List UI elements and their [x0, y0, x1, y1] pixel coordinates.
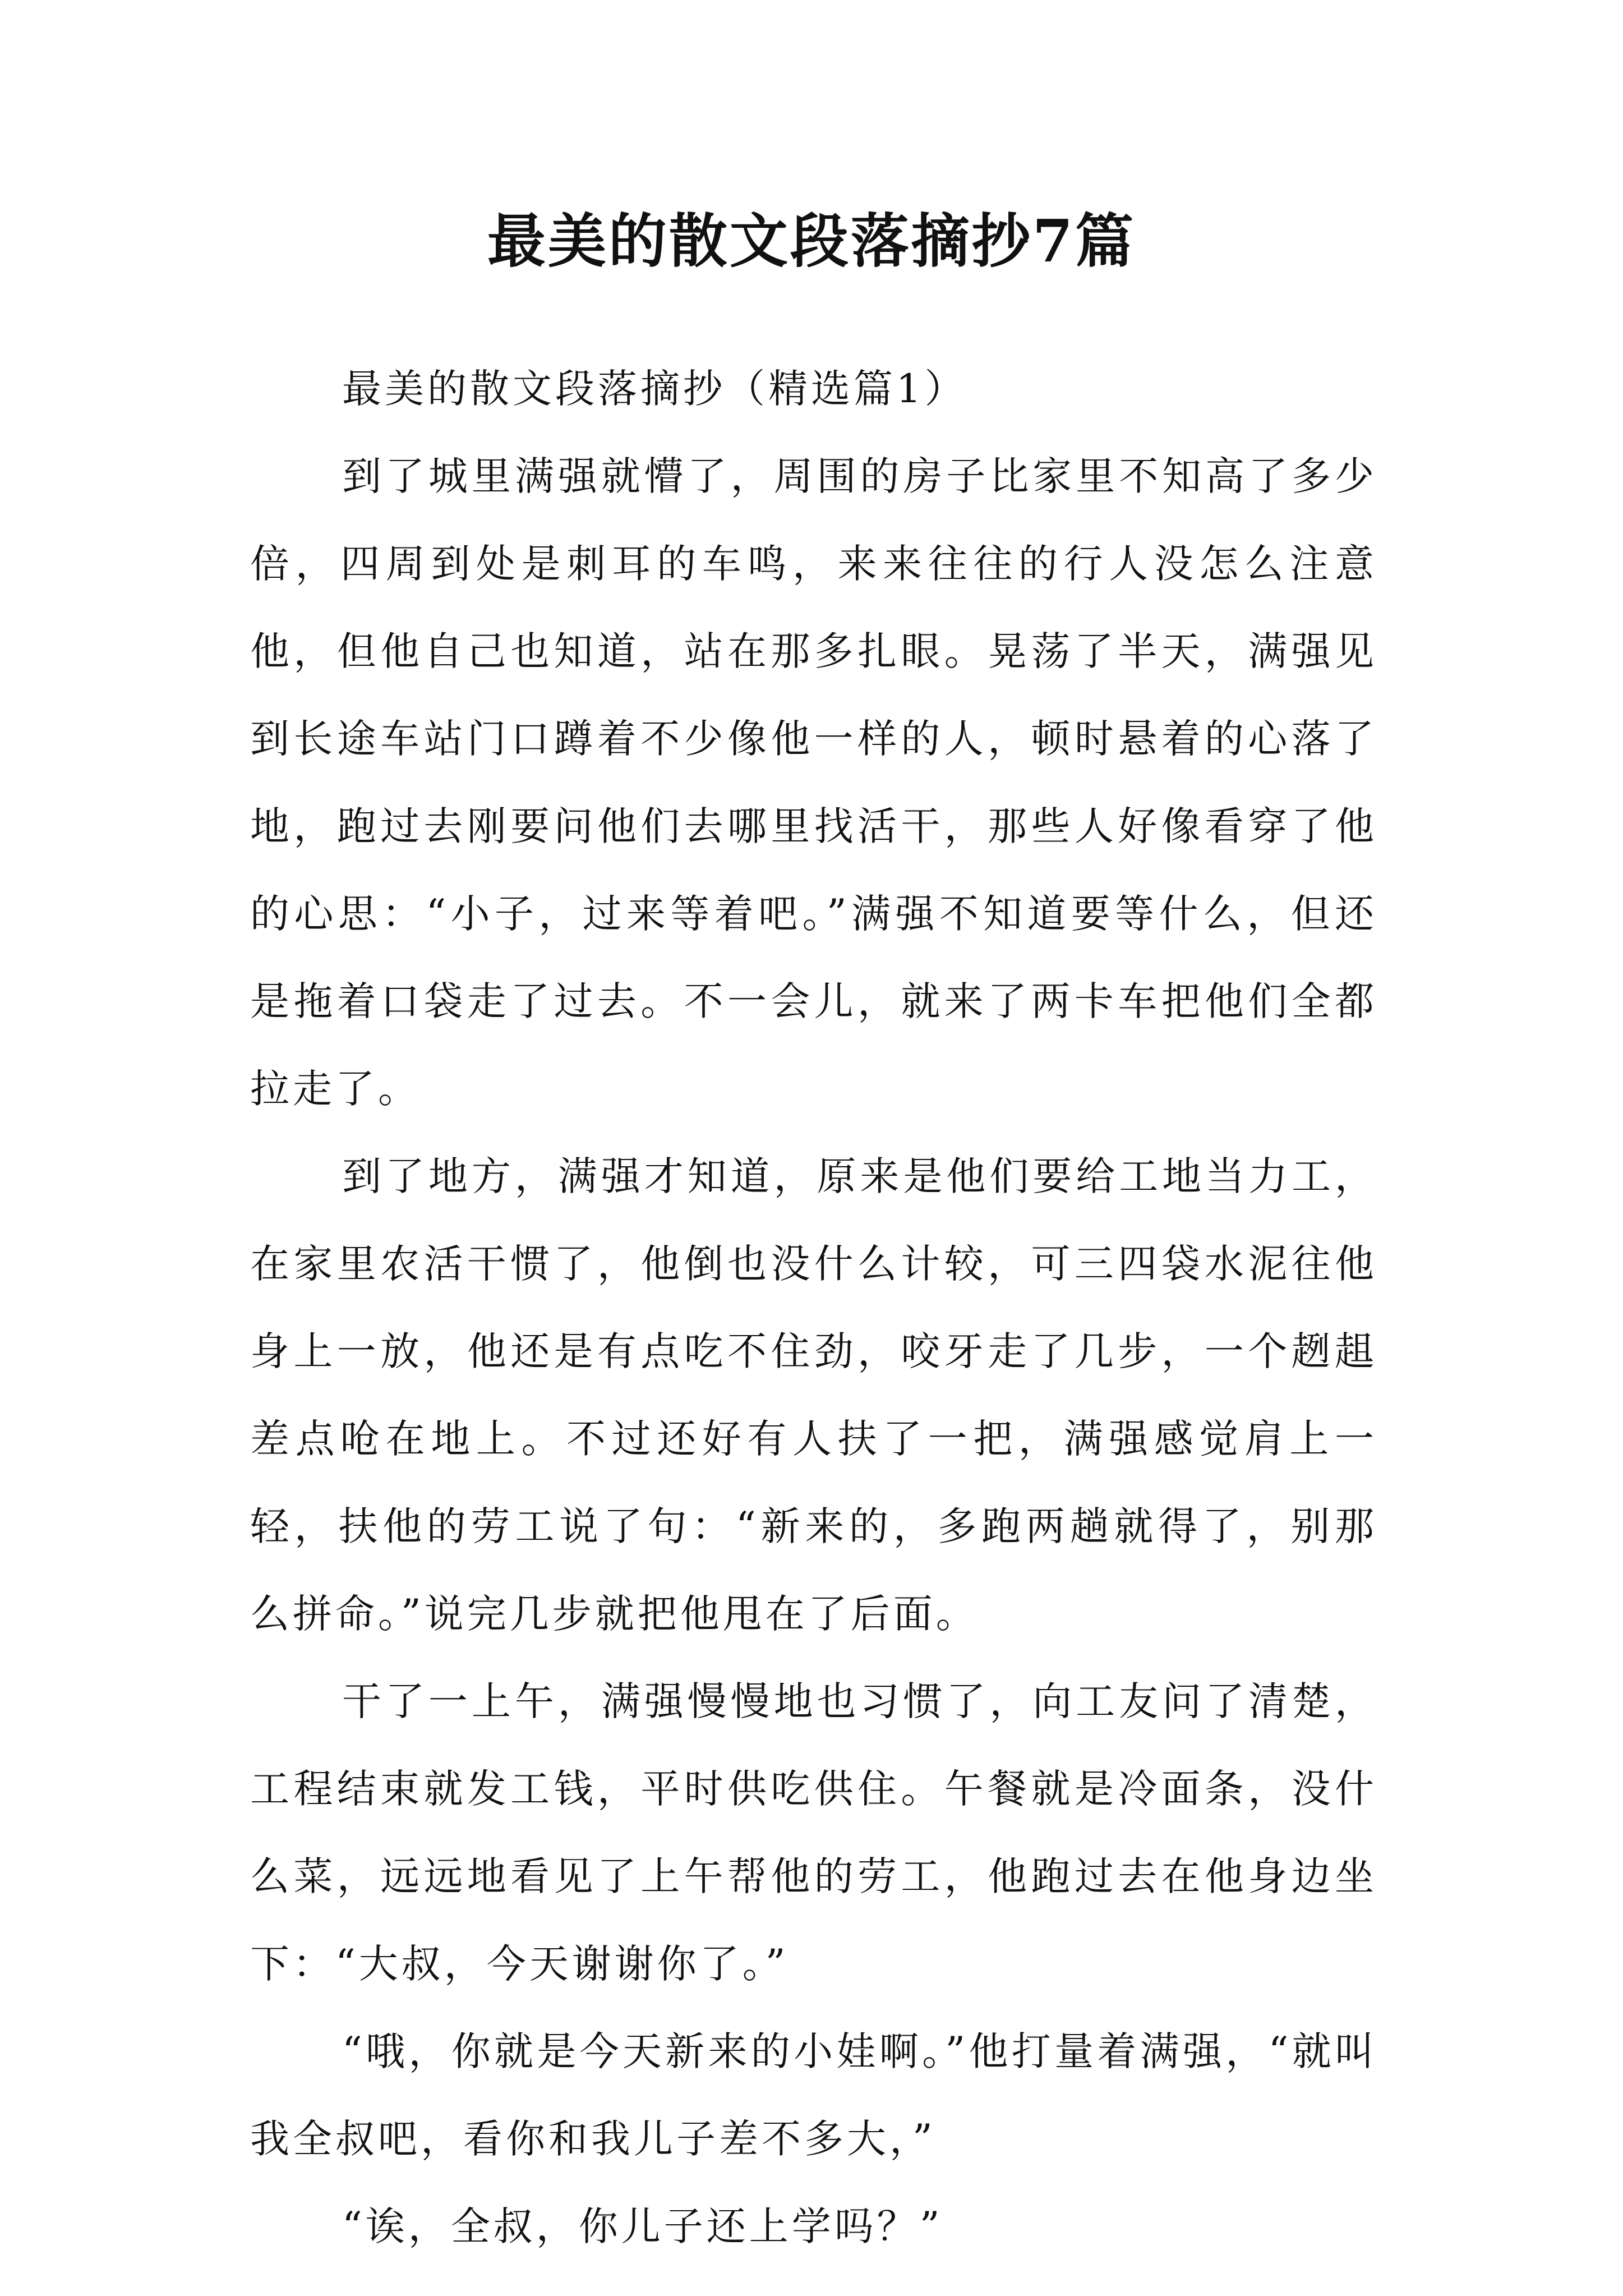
paragraph-2: 到了地方，满强才知道，原来是他们要给工地当力工，在家里农活干惯了，他倒也没什么计较，可三四袋水泥往他身上一放，他还是有点吃不住劲，咬牙走了几步，一个趔趄差点呛在地上。不过还好有人扶了一把，满强感觉肩上一轻，扶他的劳工说了句：“新来的，多跑两趟就得了，别那么拼命。”说完几步就把他甩在了后面。 — [250, 1153, 1377, 1637]
paragraph-4: “哦，你就是今天新来的小娃啊。”他打量着满强，“就叫我全叔吧，看你和我儿子差不多大，” — [250, 2028, 1377, 2162]
paragraph-1: 到了城里满强就懵了，周围的房子比家里不知高了多少倍，四周到处是刺耳的车鸣，来来往往的行人没怎么注意他，但他自己也知道，站在那多扎眼。晃荡了半天，满强见到长途车站门口蹲着不少像他一样的人，顿时悬着的心落了地，跑过去刚要问他们去哪里找活干，那些人好像看穿了他的心思：“小子，过来等着吧。”满强不知道要等什么，但还是拖着口袋走了过去。不一会儿，就来了两卡车把他们全都拉走了。 — [250, 453, 1377, 1112]
paragraph-5: “诶，全叔，你儿子还上学吗？” — [342, 2203, 943, 2249]
document-body — [250, 345, 1377, 2270]
paragraph-3: 干了一上午，满强慢慢地也习惯了，向工友问了清楚，工程结束就发工钱，平时供吃供住。午餐就是冷面条，没什么菜，远远地看见了上午帮他的劳工，他跑过去在他身边坐下：“大叔，今天谢谢你了。” — [250, 1678, 1377, 1987]
section-heading: 最美的散文段落摘抄（精选篇1） — [342, 366, 967, 412]
document-title: 最美的散文段落摘抄7篇 — [487, 206, 1136, 275]
